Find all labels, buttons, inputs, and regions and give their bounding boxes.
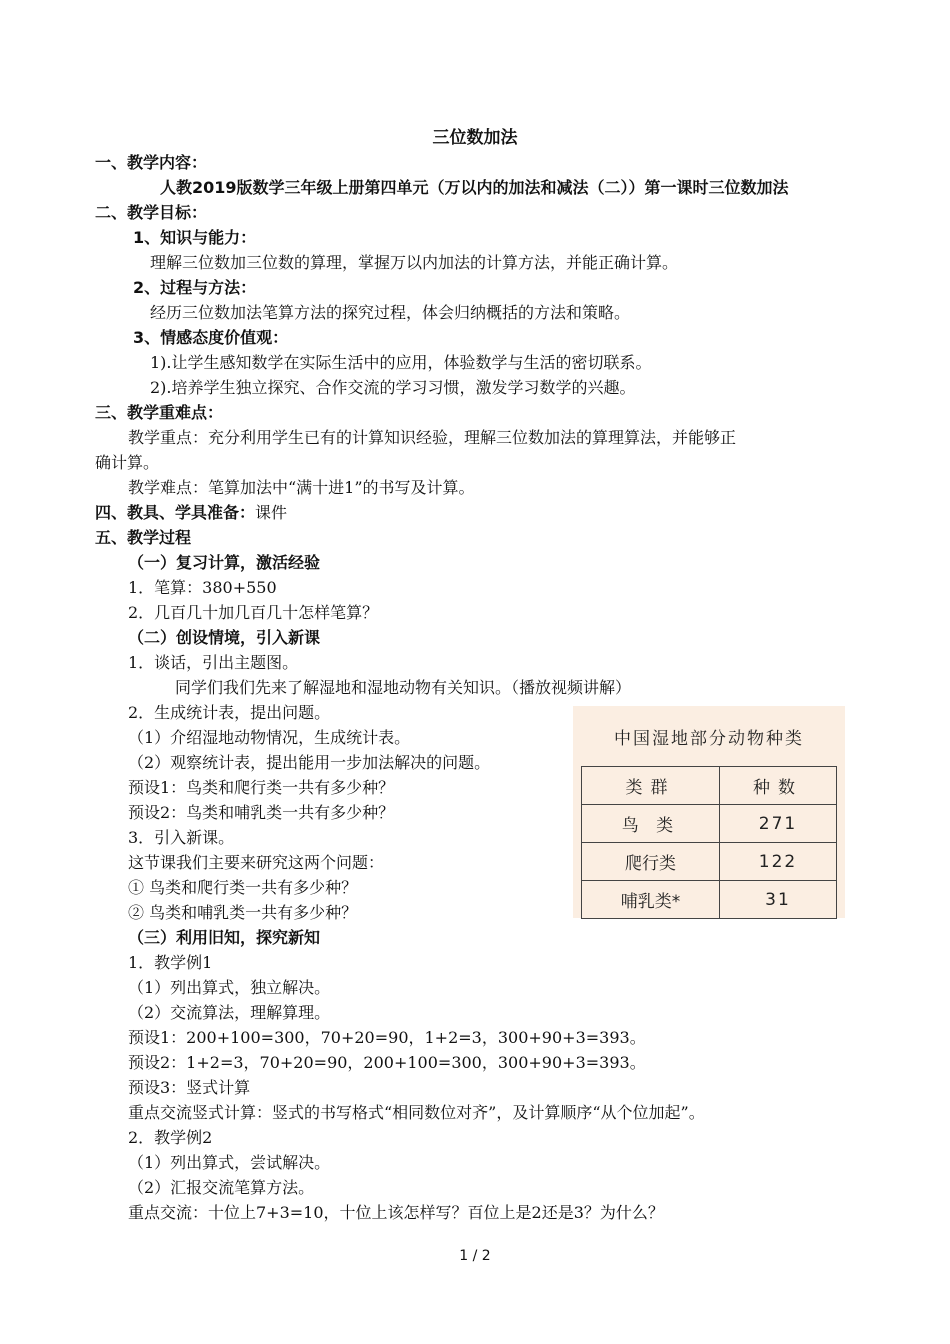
table-cell-group: 鸟 类 [582, 805, 720, 843]
objective-3-heading: 3、情感态度价值观： [133, 328, 289, 347]
phase-3-example-2-b: （2）汇报交流笔算方法。 [128, 1178, 315, 1197]
objective-1-heading: 1、知识与能力： [133, 228, 257, 247]
page-title: 三位数加法 [432, 128, 518, 148]
phase-3-example-1-a: （1）列出算式，独立解决。 [128, 978, 331, 997]
phase-2-item-2-b: （2）观察统计表，提出能用一步加法解决的问题。 [128, 753, 491, 772]
phase-3-example-2-focus: 重点交流：十位上7+3=10，十位上该怎样写？百位上是2还是3？为什么？ [128, 1203, 664, 1222]
section-4-value: 课件 [255, 503, 288, 522]
table-cell-count: 122 [719, 843, 836, 881]
phase-3-preset-3: 预设3：竖式计算 [128, 1078, 251, 1097]
phase-3-example-1: 1．教学例1 [128, 953, 213, 972]
section-5-heading: 五、教学过程 [95, 528, 192, 547]
table-row [582, 805, 837, 843]
table-header-group: 类群 [582, 767, 720, 805]
phase-2-item-2: 2．生成统计表，提出问题。 [128, 703, 331, 722]
phase-3-preset-2: 预设2：1+2=3，70+20=90，200+100=300，300+90+3=393。 [128, 1053, 646, 1072]
table-row [582, 881, 837, 919]
table-cell-group: 哺乳类* [582, 881, 720, 919]
page-number: 1 / 2 [459, 1248, 491, 1264]
phase-1-heading: （一）复习计算，激活经验 [128, 553, 321, 572]
table-header-count: 种数 [719, 767, 836, 805]
phase-2-question-1: ① 鸟类和爬行类一共有多少种？ [128, 878, 358, 897]
key-point-line-1: 教学重点：充分利用学生已有的计算知识经验，理解三位数加法的算理算法，并能够正 [128, 428, 737, 447]
difficult-point: 教学难点：笔算加法中“满十进1”的书写及计算。 [128, 478, 475, 497]
phase-3-heading: （三）利用旧知，探究新知 [128, 928, 321, 947]
key-point-line-2: 确计算。 [95, 453, 160, 472]
phase-3-example-2-a: （1）列出算式，尝试解决。 [128, 1153, 331, 1172]
section-1-heading: 一、教学内容： [95, 153, 208, 172]
phase-2-preset-2: 预设2：鸟类和哺乳类一共有多少种？ [128, 803, 395, 822]
table-cell-count: 31 [719, 881, 836, 919]
section-3-heading: 三、教学重难点： [95, 403, 224, 422]
objective-3-item-2: 2).培养学生独立探究、合作交流的学习习惯，激发学习数学的兴趣。 [150, 378, 636, 397]
wetland-animal-table [581, 766, 837, 919]
section-4-heading: 四、教具、学具准备： [95, 503, 256, 522]
phase-2-item-1: 1．谈话，引出主题图。 [128, 653, 299, 672]
objective-2-heading: 2、过程与方法： [133, 278, 257, 297]
phase-2-question-2: ② 鸟类和哺乳类一共有多少种？ [128, 903, 358, 922]
table-header-row [582, 767, 837, 805]
phase-2-item-3: 3．引入新课。 [128, 828, 235, 847]
section-1-content: 人教2019版数学三年级上册第四单元（万以内的加法和减法（二））第一课时三位数加法 [160, 178, 789, 197]
phase-1-item-2: 2．几百几十加几百几十怎样笔算？ [128, 603, 379, 622]
objective-1-text: 理解三位数加三位数的算理，掌握万以内加法的计算方法，并能正确计算。 [150, 253, 679, 272]
table-row [582, 843, 837, 881]
phase-2-heading: （二）创设情境，引入新课 [128, 628, 321, 647]
phase-1-item-1: 1．笔算：380+550 [128, 578, 277, 597]
table-cell-group: 爬行类 [582, 843, 720, 881]
table-cell-count: 271 [719, 805, 836, 843]
section-2-heading: 二、教学目标： [95, 203, 208, 222]
phase-2-item-1-text: 同学们我们先来了解湿地和湿地动物有关知识。（播放视频讲解） [175, 678, 632, 697]
phase-2-preset-1: 预设1：鸟类和爬行类一共有多少种？ [128, 778, 395, 797]
objective-3-item-1: 1).让学生感知数学在实际生活中的应用，体验数学与生活的密切联系。 [150, 353, 652, 372]
objective-2-text: 经历三位数加法笔算方法的探究过程，体会归纳概括的方法和策略。 [150, 303, 631, 322]
phase-3-focus: 重点交流竖式计算：竖式的书写格式“相同数位对齐”，及计算顺序“从个位加起”。 [128, 1103, 705, 1122]
section-4 [95, 502, 287, 524]
phase-2-item-3-text: 这节课我们主要来研究这两个问题： [128, 853, 385, 872]
phase-3-preset-1: 预设1：200+100=300，70+20=90，1+2=3，300+90+3=393。 [128, 1028, 646, 1047]
phase-2-item-2-a: （1）介绍湿地动物情况，生成统计表。 [128, 728, 411, 747]
table-title: 中国湿地部分动物种类 [614, 729, 804, 749]
phase-3-example-2: 2．教学例2 [128, 1128, 213, 1147]
wetland-animal-table-figure [573, 706, 845, 918]
phase-3-example-1-b: （2）交流算法，理解算理。 [128, 1003, 331, 1022]
